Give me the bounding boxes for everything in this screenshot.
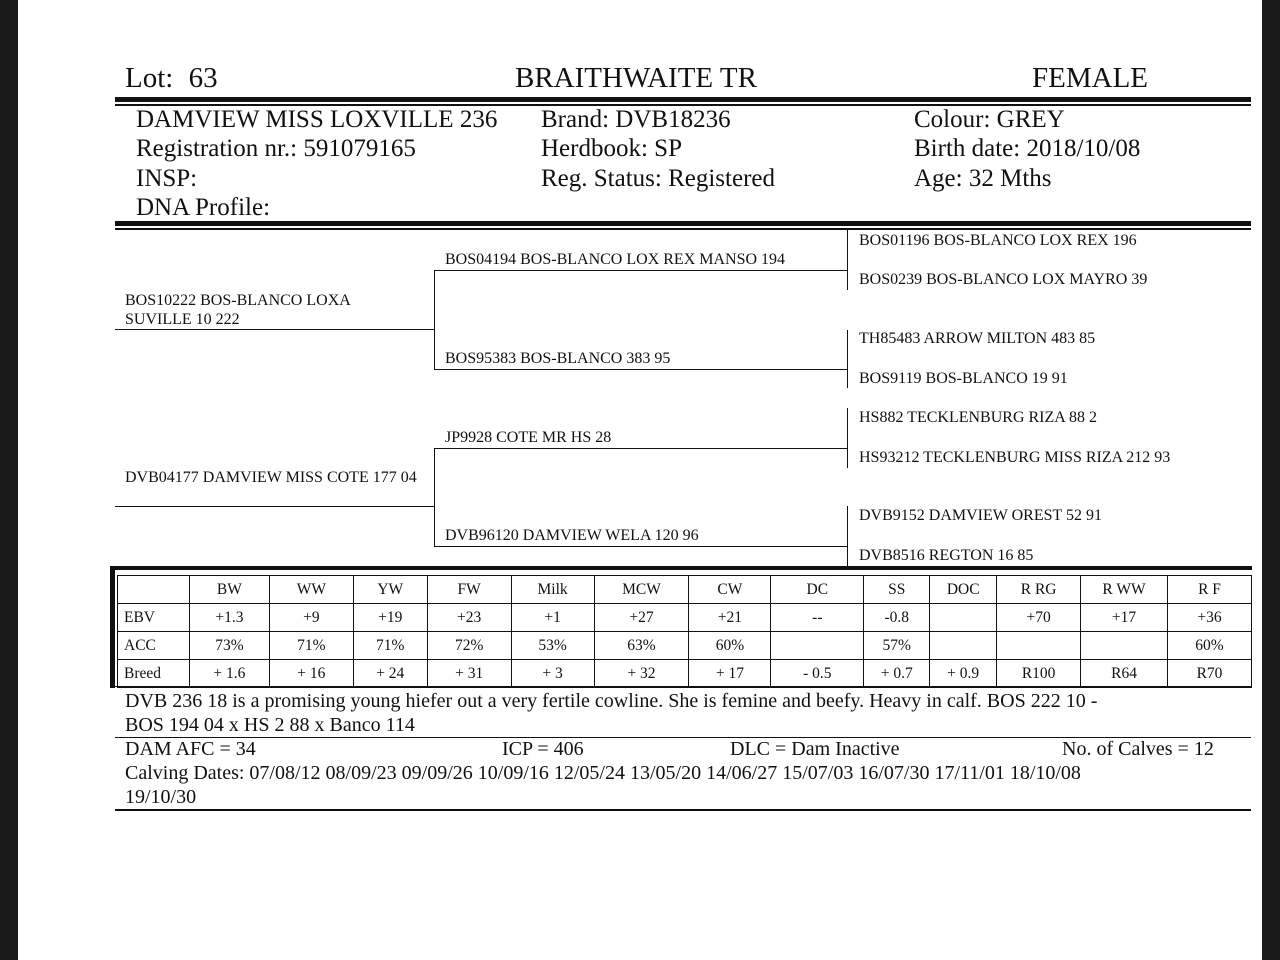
pedigree-ggp: BOS0239 BOS-BLANCO LOX MAYRO 39 <box>859 271 1148 288</box>
table-header: R F <box>1167 576 1251 604</box>
row-label: Breed <box>118 660 190 688</box>
table-header: MCW <box>594 576 689 604</box>
table-cell: +21 <box>689 604 771 632</box>
breeder-name: BRAITHWAITE TR <box>515 62 757 94</box>
table-header <box>118 576 190 604</box>
table-cell: 72% <box>427 632 511 660</box>
table-cell <box>930 632 997 660</box>
pedigree-ggp: HS882 TECKLENBURG RIZA 88 2 <box>859 409 1097 426</box>
ped-line <box>115 329 435 330</box>
table-cell: +23 <box>427 604 511 632</box>
reg-status: Reg. Status: Registered <box>541 165 775 192</box>
birth-date: Birth date: 2018/10/08 <box>914 135 1141 162</box>
table-left-rule <box>110 566 115 688</box>
table-cell: + 1.6 <box>189 660 269 688</box>
ebv-table <box>117 575 1252 688</box>
colour: Colour: GREY <box>914 106 1065 133</box>
table-header: DOC <box>930 576 997 604</box>
table-header: R RG <box>997 576 1081 604</box>
table-cell: +1.3 <box>189 604 269 632</box>
table-cell: + 32 <box>594 660 689 688</box>
table-cell: 53% <box>511 632 594 660</box>
table-cell: 60% <box>689 632 771 660</box>
calving-dates: Calving Dates: 07/08/12 08/09/23 09/09/26 10/09/16 12/05/24 13/05/20 14/06/27 15/07/03 16/07/30 17/11/01 18/10/08 <box>125 762 1081 784</box>
ped-line <box>847 330 848 388</box>
dna-profile: DNA Profile: <box>136 194 271 221</box>
sex-label: FEMALE <box>1032 62 1148 94</box>
table-cell: 71% <box>269 632 353 660</box>
ebv-header-row <box>118 576 1252 604</box>
table-row <box>118 632 1252 660</box>
table-cell <box>930 604 997 632</box>
table-row <box>118 660 1252 688</box>
table-cell: +70 <box>997 604 1081 632</box>
table-header: FW <box>427 576 511 604</box>
info-rule-thick <box>115 221 1251 226</box>
herdbook: Herdbook: SP <box>541 135 682 162</box>
table-row <box>118 604 1252 632</box>
pedigree-sire-sire: BOS04194 BOS-BLANCO LOX REX MANSO 194 <box>445 251 786 268</box>
table-cell: 71% <box>353 632 427 660</box>
age: Age: 32 Mths <box>914 165 1052 192</box>
dam-calves: No. of Calves = 12 <box>1062 738 1214 760</box>
table-cell: + 24 <box>353 660 427 688</box>
table-cell: +19 <box>353 604 427 632</box>
ped-line <box>847 506 848 566</box>
table-cell: 73% <box>189 632 269 660</box>
ped-line <box>434 270 848 271</box>
table-cell <box>997 632 1081 660</box>
row-label: ACC <box>118 632 190 660</box>
pedigree-dam-dam: DVB96120 DAMVIEW WELA 120 96 <box>445 527 699 544</box>
table-cell: -0.8 <box>864 604 930 632</box>
pedigree-ggp: TH85483 ARROW MILTON 483 85 <box>859 330 1096 347</box>
header-rule-thick <box>115 97 1251 102</box>
table-header: R WW <box>1081 576 1168 604</box>
pedigree-ggp: HS93212 TECKLENBURG MISS RIZA 212 93 <box>859 449 1171 466</box>
table-cell: + 16 <box>269 660 353 688</box>
ped-line <box>434 448 848 449</box>
table-cell: R70 <box>1167 660 1251 688</box>
ped-line <box>847 230 848 290</box>
ped-line <box>847 408 848 468</box>
table-cell: 63% <box>594 632 689 660</box>
pedigree-ggp: DVB8516 REGTON 16 85 <box>859 547 1034 564</box>
pedigree-ggp: BOS9119 BOS-BLANCO 19 91 <box>859 370 1068 387</box>
left-viewer-border <box>0 0 18 960</box>
table-cell: + 3 <box>511 660 594 688</box>
brand: Brand: DVB18236 <box>541 106 731 133</box>
pedigree-sire-dam: BOS95383 BOS-BLANCO 383 95 <box>445 350 671 367</box>
pedigree-ggp: BOS01196 BOS-BLANCO LOX REX 196 <box>859 232 1137 249</box>
calving-dates-cont: 19/10/30 <box>125 786 197 808</box>
lot-label <box>125 62 218 95</box>
table-cell: + 31 <box>427 660 511 688</box>
row-label: EBV <box>118 604 190 632</box>
table-header: WW <box>269 576 353 604</box>
registration-number: Registration nr.: 591079165 <box>136 135 416 162</box>
ped-line <box>434 270 435 369</box>
dam-afc: DAM AFC = 34 <box>125 738 256 760</box>
ped-line <box>434 448 435 546</box>
table-cell: 57% <box>864 632 930 660</box>
table-header: BW <box>189 576 269 604</box>
ped-line <box>434 369 848 370</box>
table-cell: +1 <box>511 604 594 632</box>
table-cell: +9 <box>269 604 353 632</box>
table-header: Milk <box>511 576 594 604</box>
table-cell: + 17 <box>689 660 771 688</box>
table-header: YW <box>353 576 427 604</box>
pedigree-sire: BOS10222 BOS-BLANCO LOXA SUVILLE 10 222 <box>125 292 350 328</box>
ped-line <box>115 506 435 507</box>
dam-dlc: DLC = Dam Inactive <box>730 738 900 760</box>
comment-line-2: BOS 194 04 x HS 2 88 x Banco 114 <box>125 714 415 736</box>
ped-line <box>434 546 848 547</box>
lot-label-text: Lot: <box>125 62 174 94</box>
table-cell: 60% <box>1167 632 1251 660</box>
info-rule-thin <box>115 228 1251 230</box>
animal-name: DAMVIEW MISS LOXVILLE 236 <box>136 106 498 133</box>
bottom-rule <box>115 809 1251 811</box>
table-cell: + 0.7 <box>864 660 930 688</box>
table-cell <box>771 632 864 660</box>
table-cell: +27 <box>594 604 689 632</box>
pedigree-dam: DVB04177 DAMVIEW MISS COTE 177 04 <box>125 469 417 486</box>
lot-number: 63 <box>188 62 218 94</box>
table-cell: R100 <box>997 660 1081 688</box>
right-viewer-border <box>1262 0 1280 960</box>
table-header: DC <box>771 576 864 604</box>
table-top-rule <box>110 566 1252 570</box>
insp: INSP: <box>136 165 198 192</box>
pedigree-ggp: DVB9152 DAMVIEW OREST 52 91 <box>859 507 1102 524</box>
table-cell: -- <box>771 604 864 632</box>
table-cell: +17 <box>1081 604 1168 632</box>
comment-line-1: DVB 236 18 is a promising young hiefer out a very fertile cowline. She is femine and beefy. Heavy in calf. BOS 222 10 - <box>125 690 1098 712</box>
table-cell: - 0.5 <box>771 660 864 688</box>
table-cell: +36 <box>1167 604 1251 632</box>
pedigree-dam-sire: JP9928 COTE MR HS 28 <box>445 429 612 446</box>
table-cell <box>1081 632 1168 660</box>
dam-icp: ICP = 406 <box>502 738 584 760</box>
table-cell: R64 <box>1081 660 1168 688</box>
table-header: CW <box>689 576 771 604</box>
table-cell: + 0.9 <box>930 660 997 688</box>
table-header: SS <box>864 576 930 604</box>
